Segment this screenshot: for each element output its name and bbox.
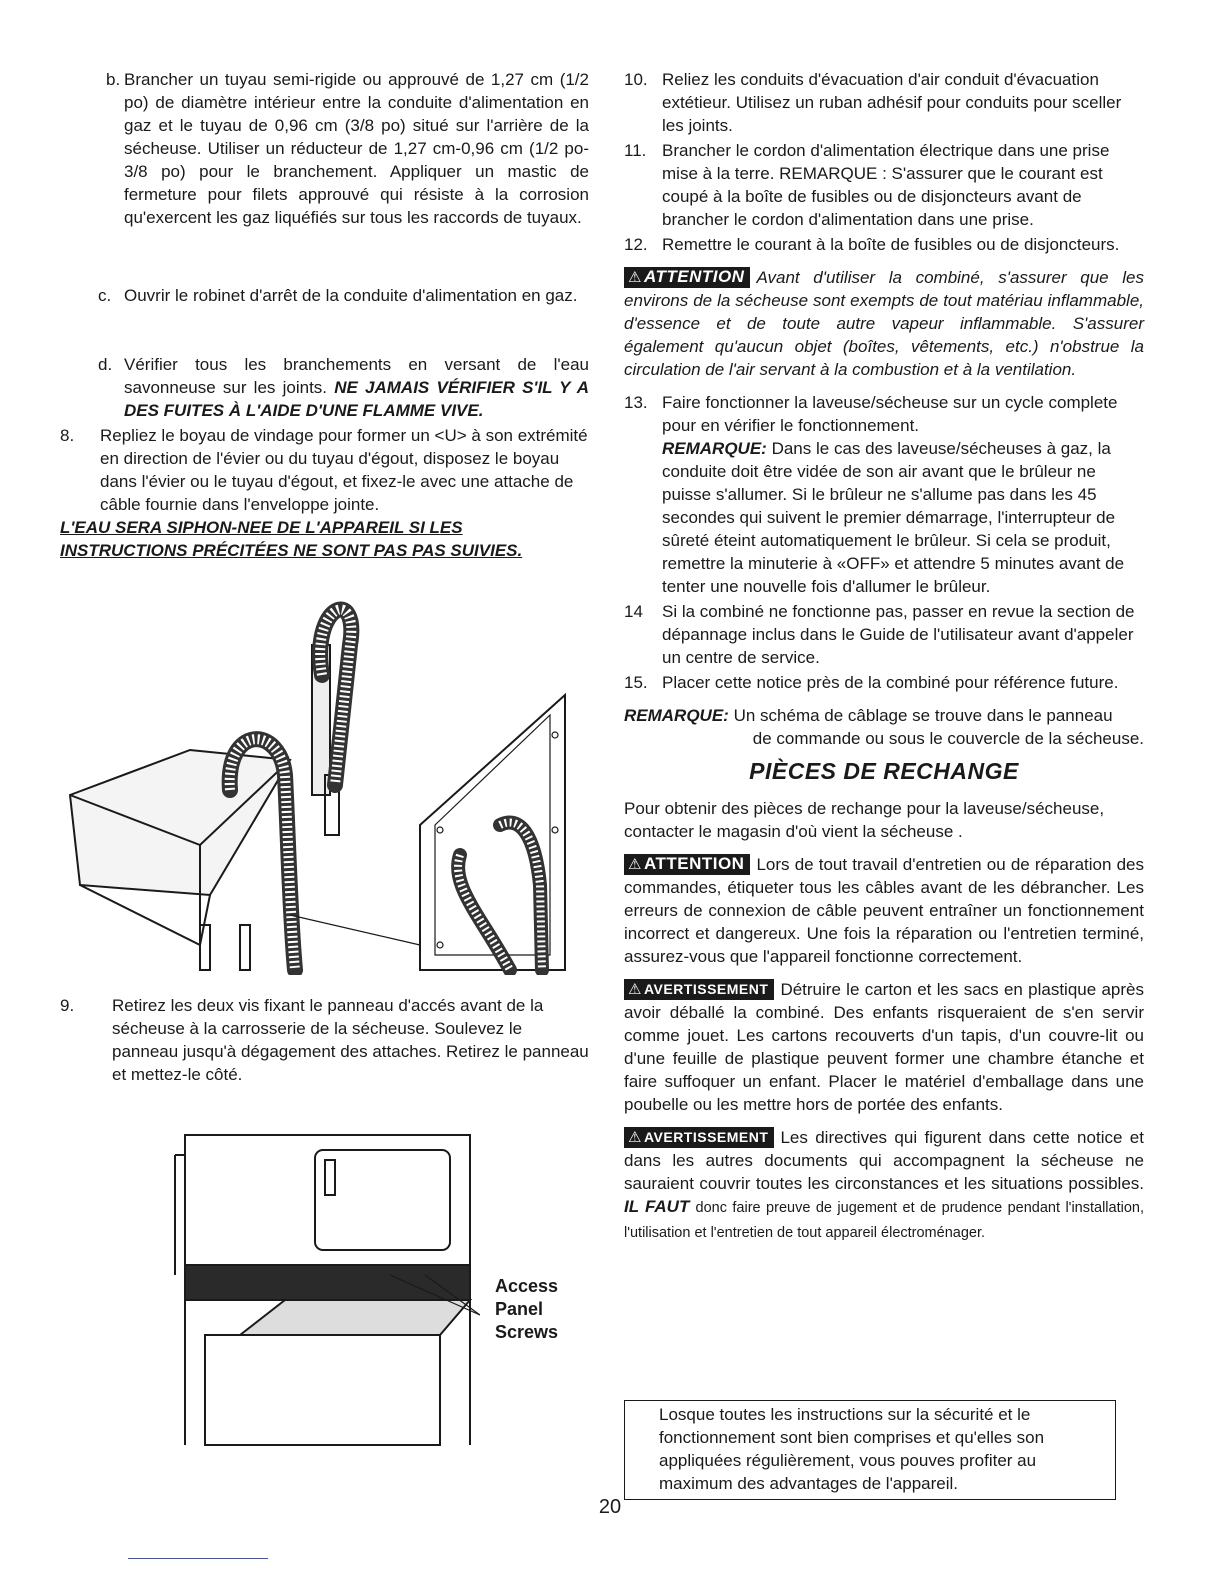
step-11 [624,139,1144,231]
avertissement-badge-2: ⚠ AVERTISSEMENT [624,1127,774,1148]
step-9-marker: 9. [60,996,75,1015]
label-line-1: Access [495,1276,559,1296]
step-9-text: Retirez les deux vis fixant le panneau d'accés avant de la sécheuse à la carrosserie de la sécheuse. Soulevez le panneau jusqu'à dégagement des attaches. Retirez le panneau et mettez-le côté. [112,996,589,1084]
step-8-text: Repliez le boyau de vindage pour former un <U> à son extrémité en direction de l'évier ou du tuyau d'égout, disposez le boyau dans l'évier ou le tuyau d'égout, et fixez-le avec une attache de câble fournie dans l'enveloppe jointe. [100,426,588,514]
attention-badge-2: ⚠ ATTENTION [624,854,750,875]
step-12-text: Remettre le courant à la boîte de fusibles ou de disjoncteurs. [662,235,1120,254]
warning-triangle-icon: ⚠ [628,981,642,998]
remarque-label: REMARQUE: [624,706,729,725]
access-panel-screws-label [495,1275,585,1344]
step-11-marker: 11. [624,141,647,160]
avertissement-2-emph: IL FAUT [624,1197,690,1216]
step-c [98,284,589,307]
step-15-text: Placer cette notice près de la combiné pour référence future. [662,673,1119,692]
step-d-warning: NE JAMAIS VÉRIFIER S'IL Y A DES FUITES À L'AIDE D'UNE FLAMME VIVE. [124,378,590,420]
footer-rule [128,1558,268,1559]
step-b-text: Brancher un tuyau semi-rigide ou approuvé de 1,27 cm (1/2 po) de diamètre intérieur entre la conduite d'alimentation en gaz et le tuyau de 0,96 cm (3/8 po) situé sur l'arrière de la sécheuse. Utiliser un réducteur de 1,27 cm-0,96 cm (1/2 po-3/8 po) pour le branchement. Appliquer un mastic de fermeture pour filets approuvé qui résiste à la corrosion qu'exercent les gaz liquéfiés sur tous les raccords de tuyaux. [124,70,589,227]
step-15-marker: 15. [624,673,648,692]
step-8 [60,424,589,562]
remarque-line-1: Un schéma de câblage se trouve dans le panneau [733,706,1113,725]
step-10-marker: 10. [624,70,648,89]
parts-text: Pour obtenir des pièces de rechange pour la laveuse/sécheuse, contacter le magasin d'où vient la sécheuse . [624,799,1105,841]
attention-1-text: Avant d'utiliser la combiné, s'assurer que les environs de la sécheuse sont exempts de tout matériau inflammable, d'essence et de toute autre vapeur inflammable. S'assurer également qu'aucun objet (boîtes, vêtements, etc.) n'obstrue la circulation de l'air servant à la combustion et à la ventilation. [624,268,1144,379]
step-8-marker: 8. [60,426,75,445]
step-c-marker: c. [98,286,112,305]
step-b-marker: b. [106,70,121,89]
warning-triangle-icon: ⚠ [628,1129,642,1146]
step-b [106,68,589,229]
step-d [98,353,589,422]
label-line-2: Panel [495,1299,544,1319]
step-14-text: Si la combiné ne fonctionne pas, passer en revue la section de dépannage inclus dans le Guide de l'utilisateur avant d'appeler un centre de service. [662,602,1135,667]
avertissement-2-text-small: donc faire preuve de jugement et de prudence pendant l'installation, l'utilisation et l'entretien de tout appareil électroménager. [624,1200,1144,1241]
drain-hose-illustration [60,585,590,975]
step-10 [624,68,1144,137]
avertissement-1-text: Détruire le carton et les sacs en plastique après avoir déballé la combiné. Des enfants risqueraient de s'en servir comme jouet. Les cartons recouverts d'un tapis, d'un couvre-lit ou d'une feuille de plastique peuvent former une chambre étanche et faire suffoquer un enfant. Placer le matériel d'emballage dans une poubelle ou les mettre hors de portée des enfants. [624,980,1144,1114]
step-8-warning: L'EAU SERA SIPHON-NEE DE L'APPAREIL SI LES INSTRUCTIONS PRÉCITÉES NE SONT PAS PAS SUIVIES. [60,518,523,560]
safety-summary-text: Losque toutes les instructions sur la sécurité et le fonctionnement sont bien comprises et qu'elles son appliquées régulièrement, vous pouves profiter au maximum des advantages de l'appareil. [659,1405,1045,1493]
step-13-text: Faire fonctionner la laveuse/sécheuse sur un cycle complete pour en vérifier le fonctionnement. [662,393,1118,435]
step-14 [624,600,1144,669]
attention-notice-1 [624,266,1144,381]
section-heading: PIÈCES DE RECHANGE [749,758,1019,784]
page-number: 20 [598,1496,622,1518]
remarque-line-2: de commande ou sous le couvercle de la sécheuse. [752,729,1144,748]
step-13-marker: 13. [624,393,648,412]
step-10-text: Reliez les conduits d'évacuation d'air conduit d'évacuation extétieur. Utilisez un ruban adhésif pour conduits pour sceller les joints. [662,70,1122,135]
step-13-remarque-label: REMARQUE: [662,439,767,458]
attention-notice-2 [624,853,1144,968]
attention-badge-1: ⚠ ATTENTION [624,267,750,288]
step-11-text: Brancher le cordon d'alimentation électrique dans une prise mise à la terre. REMARQUE : S'assurer que le courant est coupé à la boîte de fusibles ou de disjoncteurs avant de brancher le cordon d'alimentation dans une prise. [662,141,1110,229]
step-14-marker: 14 [624,602,643,621]
step-12 [624,233,1144,256]
remarque-wiring [624,704,1144,750]
step-13 [624,391,1144,598]
safety-summary-box [624,1400,1116,1500]
warning-triangle-icon: ⚠ [628,856,642,873]
avertissement-badge-1: ⚠ AVERTISSEMENT [624,979,774,1000]
step-12-marker: 12. [624,235,648,254]
label-line-3: Screws [495,1322,559,1342]
avertissement-2-text: Les directives qui figurent dans cette notice et dans les autres documents qui accompagnent la sécheuse ne sauraient couvrir toutes les circonstances et les situations possibles. [624,1128,1144,1193]
step-15 [624,671,1144,694]
avertissement-notice-2 [624,1126,1144,1245]
step-9 [60,994,589,1086]
step-13-remarque-text: Dans le cas des laveuse/sécheuses à gaz, la conduite doit être vidée de son air avant que le brûleur ne puisse s'allumer. Si le brûleur ne s'allume pas dans les 45 secondes qui suivent le premier démarrage, l'interrupteur de sûreté éteint automatiquement le brûleur. Si cela se produit, remettre la minuterie à «OFF» et attendre 5 minutes avant de tenter une nouvelle fois d'allumer le brûleur. [662,439,1125,596]
attention-2-text: Lors de tout travail d'entretien ou de réparation des commandes, étiqueter tous les câbles avant de les débrancher. Les erreurs de connexion de câble peuvent entraîner un fonctionnement incorrect et dangereux. Une fois la réparation ou l'entretien terminé, assurez-vous que l'appareil fonctionne correctement. [624,855,1144,966]
step-d-marker: d. [98,355,113,374]
access-panel-illustration [170,1125,480,1450]
step-c-text: Ouvrir le robinet d'arrêt de la conduite d'alimentation en gaz. [124,286,578,305]
right-column [624,68,1144,1245]
avertissement-notice-1 [624,978,1144,1116]
step-d-text: Vérifier tous les branchements en versant de l'eau savonneuse sur les joints. [124,355,589,397]
warning-triangle-icon: ⚠ [628,269,642,286]
